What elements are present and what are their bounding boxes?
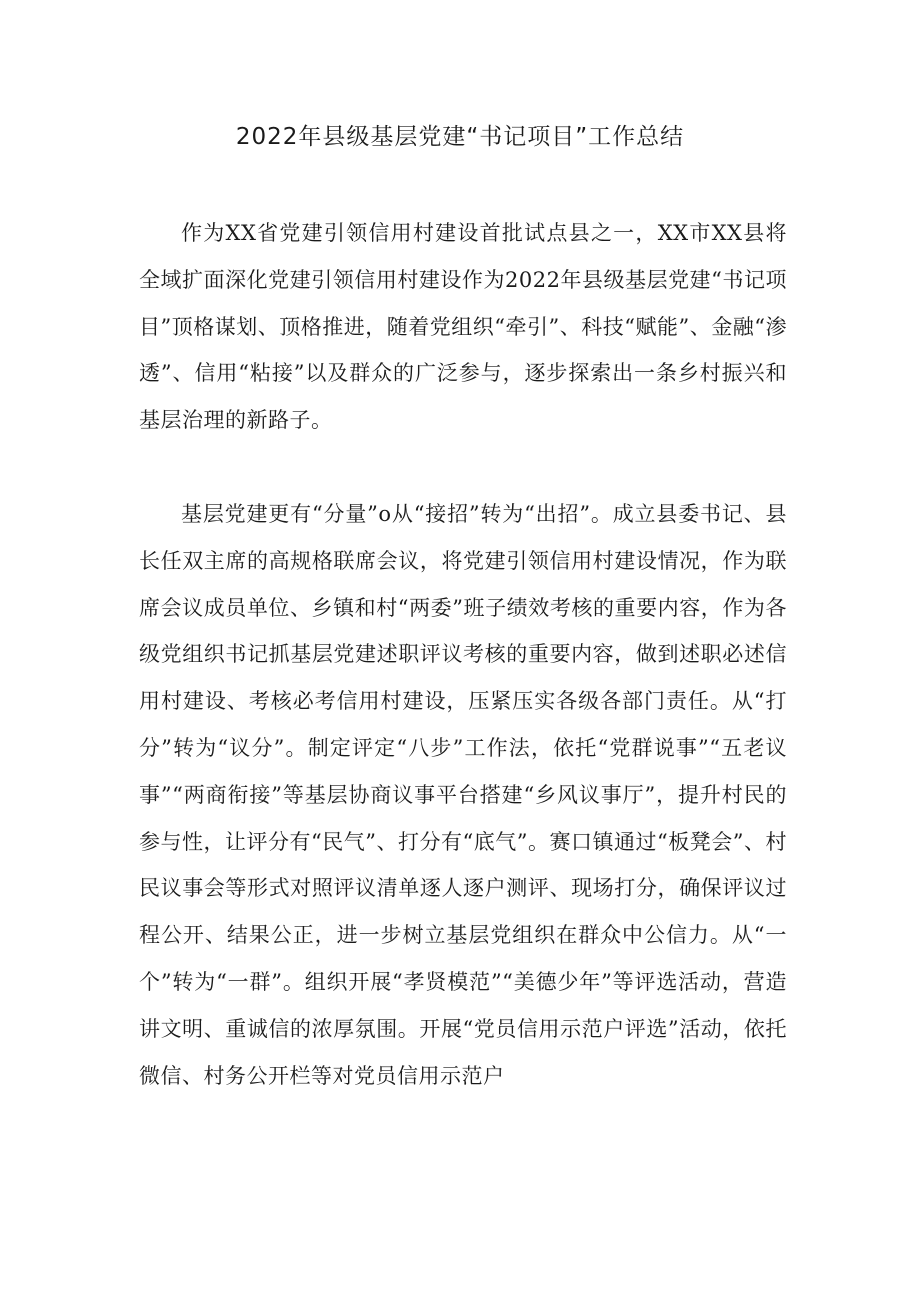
paragraph-intro: 作为XX省党建引领信用村建设首批试点县之一，XX市XX县将全域扩面深化党建引领信用村建设作为2022年县级基层党建“书记项目”顶格谋划、顶格推进，随着党组织“牵引”、科技“赋能”、金融“渗透”、信用“粘接”以及群众的广泛参与，逐步探索出一条乡村振兴和基层治理的新路子。 <box>139 221 787 433</box>
document-title: 2022年县级基层党建“书记项目”工作总结 <box>235 124 685 150</box>
paragraph-party-building: 基层党建更有“分量”o从“接招”转为“出招”。成立县委书记、县长任双主席的高规格联席会议，将党建引领信用村建设情况，作为联席会议成员单位、乡镇和村“两委”班子绩效考核的重要内容，作为各级党组织书记抓基层党建述职评议考核的重要内容，做到述职必述信用村建设、考核必考信用村建设，压紧压实各级各部门责任。从“打分”转为“议分”。制定评定“八步”工作法，依托“党群说事”“五老议事”“两商衔接”等基层协商议事平台搭建“乡风议事厅”，提升村民的参与性，让评分有“民气”、打分有“底气”。赛口镇通过“板凳会”、村民议事会等形式对照评议清单逐人逐户测评、现场打分，确保评议过程公开、结果公正，进一步树立基层党组织在群众中公信力。从“一个”转为“一群”。组织开展“孝贤模范”“美德少年”等评选活动，营造讲文明、重诚信的浓厚氛围。开展“党员信用示范户评选”活动，依托微信、村务公开栏等对党员信用示范户 <box>139 502 787 1088</box>
